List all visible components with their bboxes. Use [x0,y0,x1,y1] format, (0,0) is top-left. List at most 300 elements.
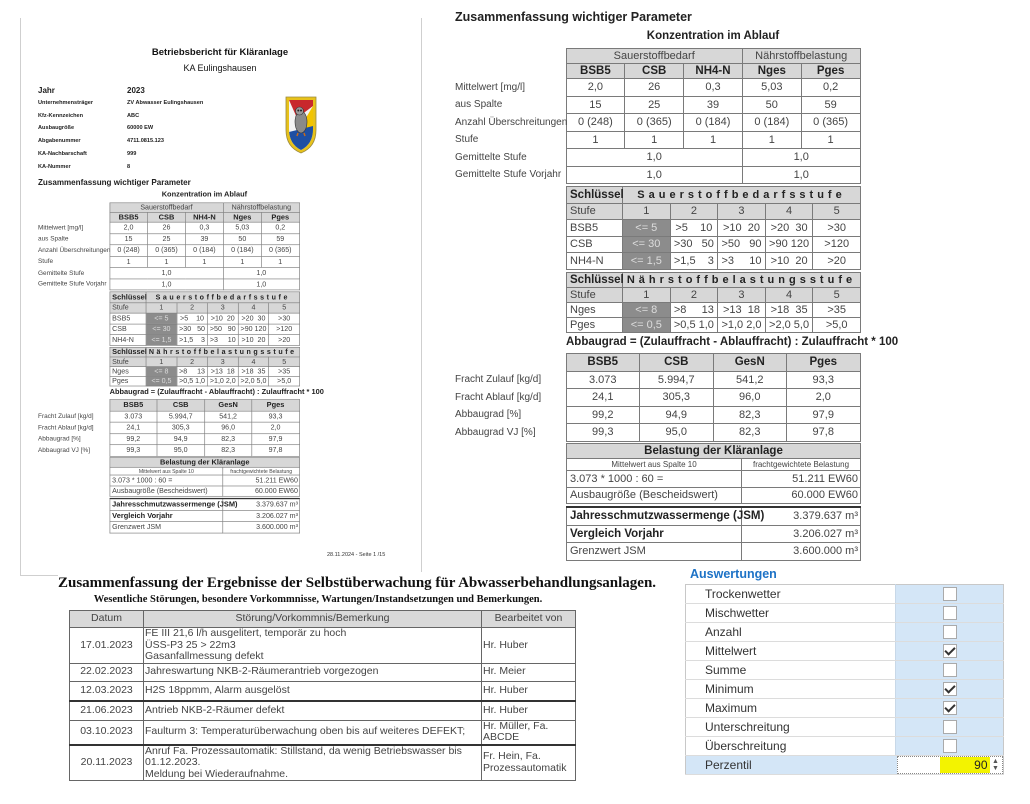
table-cell: 39 [684,96,743,114]
table-cell: 1,0 [566,149,742,167]
table-cell: 97,8 [787,424,861,442]
checkbox-cell [896,604,1004,623]
table-cell: <= 1,5 [146,334,177,345]
report-info-value: 999 [127,151,137,157]
belastung-subheader-row [110,467,300,475]
table-cell: 2,0 [566,79,625,97]
table-cell: 0 (365) [801,114,860,132]
column-header: BSB5 [566,64,625,79]
table-row [38,279,299,290]
column-header: Störung/Vorkommnis/Bemerkung [144,611,482,628]
table-cell: 3.600.000 m³ [223,521,300,532]
spacer [455,354,566,372]
report-info-row [38,138,165,144]
spacer [38,400,110,411]
stufe-number: 3 [207,357,238,367]
incident-row [70,701,576,721]
key-header: Schlüssel [567,273,623,288]
checkbox-cell [896,699,1004,718]
report-info-value: 8 [127,164,131,170]
coat-of-arms-icon [285,96,317,154]
table-cell: 1 [110,256,148,267]
table-cell: 1,0 [223,267,299,278]
table-cell: >5,0 [813,318,861,333]
column-header: GesN [713,354,787,372]
stufe-number: 4 [238,357,269,367]
key1-table [110,292,300,346]
table-cell: >20 30 [765,220,813,237]
auswertung-row [686,680,1004,699]
table-cell: <= 1,5 [623,253,671,270]
report-info-value: ABC [127,113,140,119]
table-cell: 0 (184) [684,114,743,132]
table-cell: 3.073 [566,371,640,389]
row-label: Abbaugrad VJ [%] [455,426,536,438]
table-cell: >3 10 [207,334,238,345]
report-title: Betriebsbericht für Kläranlage [151,47,289,58]
table-cell: 59 [801,96,860,114]
table-row [38,433,299,444]
table-cell: <= 5 [146,313,177,324]
row-label: Mittelwert [mg/l] [455,81,526,93]
table-row [110,475,300,486]
stufe-number: 1 [146,302,177,313]
table-cell: >35 [813,303,861,318]
auswertung-row [686,585,1004,604]
stufe-number: 5 [813,288,861,303]
group-header: Nährstoffbelastung [742,49,860,64]
checkbox-anzahl[interactable] [943,625,957,639]
table-row [455,389,860,407]
table-cell: >120 [813,236,861,253]
abbaugrad-formula: Abbaugrad = (Zulauffracht - Ablauffracht) : Zulauffracht * 100 [566,336,899,348]
checkbox-summe[interactable] [943,663,957,677]
table-row [110,521,300,532]
table-row [38,233,299,244]
report-info-row [38,113,140,119]
belastung-table [566,443,861,504]
table-cell: 26 [148,222,186,233]
column-header-row [455,64,860,79]
table-row [567,318,861,333]
incident-row [70,681,576,701]
perzentil-row [686,756,1004,775]
row-label: Gemittelte Stufe Vorjahr [455,169,562,181]
row-label: Pges [110,376,146,386]
table-cell: 0 (365) [148,245,186,256]
editor-line: Hr. Huber [483,683,528,696]
table-cell: >2,0 5,0 [765,318,813,333]
table-cell: 24,1 [110,422,157,433]
column-header: Bearbeitet von [482,611,576,628]
row-label: Anzahl Überschreitungen [455,116,568,128]
table-cell: 0,2 [261,222,299,233]
column-header: CSB [157,400,204,411]
table-cell: 25 [625,96,684,114]
stufe-number: 5 [269,357,300,367]
table-cell: 25 [148,233,186,244]
column-header: Nges [223,213,261,223]
auswertung-row [686,642,1004,661]
table-cell: >18 35 [238,367,269,377]
konzentration-table [455,48,861,184]
editor-line: Prozessautomatik [483,761,567,774]
stufe-number: 3 [718,203,766,220]
spinner-updown-icon[interactable]: ▲ ▼ [992,758,999,772]
key1-table [566,186,861,270]
table-cell: 99,2 [566,406,640,424]
table-cell: 3.073 [110,411,157,422]
column-header: Pges [801,64,860,79]
table-row [455,166,860,184]
belastung-title: Belastung der Kläranlage [567,444,861,459]
table-cell: <= 5 [623,220,671,237]
table-cell: <= 8 [146,367,177,377]
table-cell: 1,0 [110,279,224,290]
report-info-label: Ausbaugröße [38,125,75,131]
report-info-label: KA-Nachbarschaft [38,151,87,157]
key-header: Schlüssel [110,292,146,303]
column-header-row [38,400,299,411]
checkbox-cell [896,661,1004,680]
table-row [110,367,300,377]
jsm-table [110,498,300,533]
description-line: ÜSS-P3 25 > 22m3 [145,638,236,651]
parameter-summary [455,10,899,570]
row-label: NH4-N [110,334,146,345]
incident-description [144,681,482,701]
row-label: BSB5 [110,313,146,324]
checkbox-maximum[interactable] [943,701,957,715]
table-cell: 97,8 [252,445,299,456]
belastung-title: Belastung der Kläranlage [110,458,300,468]
incident-description [144,745,482,781]
table-row [110,376,300,386]
checkbox-minimum[interactable] [943,682,957,696]
table-cell: >50 90 [207,324,238,335]
table-row [567,236,861,253]
row-label: Fracht Ablauf [kg/d] [38,424,94,432]
row-label: Nges [110,367,146,377]
table-cell: 15 [110,233,148,244]
column-header: Pges [261,213,299,223]
table-cell: 1,0 [223,279,299,290]
stufe-label: Stufe [110,302,146,313]
key-title: Sauerstoffbedarfsstufe [623,187,861,204]
editor-line: Fr. Hein, Fa. [483,750,541,763]
checkbox-cell [896,585,1004,604]
column-header: BSB5 [110,213,148,223]
table-row [110,486,300,497]
auswertung-label: Mittelwert [686,642,896,661]
table-cell: 3.600.000 m³ [742,543,861,561]
row-label: Abbaugrad VJ [%] [38,446,90,454]
konzentration-table [38,203,300,291]
table-row [110,334,300,345]
column-header: CSB [148,213,186,223]
table-cell: 1 [261,256,299,267]
table-cell: 96,0 [713,389,787,407]
report-subtitle: KA Eulingshausen [183,63,257,73]
auswertung-label: Überschreitung [686,737,896,756]
table-cell: 95,0 [640,424,714,442]
perzentil-input[interactable] [897,756,1003,774]
table-cell: 94,9 [157,433,204,444]
table-cell: >5,0 [269,376,300,386]
table-cell: >8 13 [177,367,208,377]
table-row [455,79,860,97]
perzentil-value[interactable]: 90 [974,758,988,772]
report-info-value: 4711.0815.123 [127,138,165,144]
table-cell: >0,5 1,0 [670,318,718,333]
auswertungen-table [685,584,1004,775]
table-cell: 97,9 [787,406,861,424]
row-label: NH4-N [567,253,623,270]
incident-row [70,745,576,781]
report-info-row [38,125,154,131]
table-cell: <= 8 [623,303,671,318]
incidents-table [69,610,576,781]
description-line: FE III 21,6 l/h ausgelitert, temporär zu hoch [145,627,347,639]
column-header: NH4-N [684,64,743,79]
stufe-label: Stufe [567,288,623,303]
table-cell: 51.211 EW60 [223,475,300,486]
description-line: Antrieb NKB-2-Räumer defekt [145,703,285,716]
table-row [110,313,300,324]
incident-description [144,701,482,721]
description-line: Faulturm 3: Temperaturüberwachung oben bis auf weiteres DEFEKT; [145,725,466,738]
editor-line: ABCDE [483,731,520,743]
table-row [455,406,860,424]
report-info-row [38,164,131,170]
table-cell: 1 [801,131,860,149]
table-row [567,507,861,525]
table-cell: 0 (184) [185,245,223,256]
row-label: CSB [567,236,623,253]
incidents-section [58,572,657,780]
table-cell: 541,2 [204,411,251,422]
table-cell: 51.211 EW60 [742,471,861,488]
auswertung-label: Unterschreitung [686,718,896,737]
checkbox-cell [896,718,1004,737]
konzentration-title: Konzentration im Ablauf [646,30,780,42]
table-cell: 2,0 [252,422,299,433]
auswertung-label: Anzahl [686,623,896,642]
table-row [567,525,861,543]
spacer [38,203,110,213]
table-row [38,222,299,233]
stufe-number: 1 [623,203,671,220]
section-heading: Zusammenfassung wichtiger Parameter [455,10,692,24]
table-row [455,131,860,149]
incidents-subtitle: Wesentliche Störungen, besondere Vorkommnisse, Wartungen/Instandsetzungen und Bemerkungen. [93,594,543,605]
row-label: Grenzwert JSM [567,543,742,561]
table-cell: 0 (365) [625,114,684,132]
row-label: Abbaugrad [%] [38,435,81,443]
column-header-row [455,354,860,372]
table-cell: >1,0 2,0 [207,376,238,386]
table-cell: 82,3 [713,424,787,442]
table-cell: >13 18 [207,367,238,377]
column-header: Pges [252,400,299,411]
row-label: CSB [110,324,146,335]
table-cell: >3 10 [718,253,766,270]
row-label: 3.073 * 1000 : 60 = [567,471,742,488]
table-cell: 59 [261,233,299,244]
table-cell: 97,9 [252,433,299,444]
table-cell: 82,3 [204,445,251,456]
belastung-subheader-row [567,459,861,471]
table-cell: 5.994,7 [157,411,204,422]
incident-editor [482,720,576,745]
key-title: Nährstoffbelastungsstufe [623,273,861,288]
group-header: Nährstoffbelastung [223,203,299,213]
row-label: aus Spalte [455,99,503,111]
table-cell: 3.379.637 m³ [742,507,861,525]
table-cell: 305,3 [640,389,714,407]
column-header-row [38,213,299,223]
incident-date: 20.11.2023 [70,745,144,781]
column-header: CSB [625,64,684,79]
auswertung-label: Trockenwetter [686,585,896,604]
table-cell: 93,3 [252,411,299,422]
perzentil-cell [896,756,1004,775]
table-cell: >90 120 [238,324,269,335]
row-label: BSB5 [567,220,623,237]
table-cell: 99,3 [566,424,640,442]
table-cell: 94,9 [640,406,714,424]
table-row [38,422,299,433]
editor-line: Hr. Huber [483,638,528,651]
auswertung-row [686,661,1004,680]
table-row [455,114,860,132]
table-row [567,487,861,504]
table-cell: 96,0 [204,422,251,433]
report-info-row [38,86,145,95]
checkbox-cell [896,623,1004,642]
checkbox-cell [896,642,1004,661]
report-info-label: Abgabenummer [38,138,81,144]
checkbox-trockenwetter[interactable] [943,587,957,601]
belastung-subheader: Mittelwert aus Spalte 10 [567,459,742,471]
table-row [110,324,300,335]
table-cell: 1 [625,131,684,149]
report-info-label: Jahr [38,86,55,95]
stufe-label: Stufe [110,357,146,367]
table-row [567,303,861,318]
table-cell: >50 90 [718,236,766,253]
description-line: Anruf Fa. Prozessautomatik: Stillstand, da wenig Betriebswasser bis 01.12.2023. [145,744,462,768]
table-row [38,245,299,256]
stufe-number: 5 [269,302,300,313]
stufe-number: 2 [177,357,208,367]
stufe-number: 2 [670,203,718,220]
table-cell: <= 30 [146,324,177,335]
table-cell: >20 30 [238,313,269,324]
table-cell: >5 10 [670,220,718,237]
checkbox-überschreitung[interactable] [943,739,957,753]
report-info-row [38,100,204,106]
stufe-number: 1 [623,288,671,303]
table-row [38,411,299,422]
row-label: Mittelwert [mg/l] [38,224,84,232]
belastung-subheader: Mittelwert aus Spalte 10 [110,467,223,475]
belastung-header-row [567,444,861,459]
key-header-row [567,187,861,204]
table-row [38,445,299,456]
table-cell: 0 (184) [223,245,261,256]
checkbox-unterschreitung[interactable] [943,720,957,734]
table-row [38,267,299,278]
checkbox-cell [896,737,1004,756]
report-info-row [38,151,137,157]
table-cell: >10 20 [238,334,269,345]
incident-date: 22.02.2023 [70,663,144,681]
group-header: Sauerstoffbedarf [110,203,224,213]
table-cell: 1 [566,131,625,149]
table-cell: 3.379.637 m³ [223,499,300,511]
key-title: Nährstoffbelastungsstufe [146,347,299,357]
auswertung-row [686,699,1004,718]
table-cell: 1 [148,256,186,267]
table-cell: >35 [269,367,300,377]
table-cell: 39 [185,233,223,244]
auswertung-row [686,604,1004,623]
row-label: Nges [567,303,623,318]
table-cell: >10 20 [207,313,238,324]
stufe-row [567,288,861,303]
table-cell: 60.000 EW60 [742,487,861,504]
incident-date: 12.03.2023 [70,681,144,701]
table-cell: 0,3 [684,79,743,97]
checkbox-mischwetter[interactable] [943,606,957,620]
incidents-header-row [70,611,576,628]
stufe-number: 4 [765,203,813,220]
belastung-subheader: frachtgewichtete Belastung [223,467,300,475]
auswertung-row [686,718,1004,737]
stufe-number: 3 [207,302,238,313]
table-row [567,220,861,237]
table-cell: 1,0 [110,267,224,278]
stufe-number: 2 [177,302,208,313]
table-cell: 5.994,7 [640,371,714,389]
table-cell: 50 [742,96,801,114]
table-cell: >5 10 [177,313,208,324]
stufe-row [110,302,300,313]
table-cell: >20 [813,253,861,270]
spacer [38,213,110,223]
table-cell: 2,0 [787,389,861,407]
table-cell: 0 (248) [110,245,148,256]
konzentration-title: Konzentration im Ablauf [161,190,248,199]
table-row [567,253,861,270]
table-cell: 1 [684,131,743,149]
row-label: aus Spalte [38,235,69,243]
table-cell: >1,5 3 [177,334,208,345]
editor-line: Hr. Meier [483,665,526,678]
column-header: BSB5 [110,400,157,411]
abbaugrad-formula: Abbaugrad = (Zulauffracht - Ablauffracht) : Zulauffracht * 100 [109,388,324,397]
stufe-number: 1 [146,357,177,367]
table-cell: >8 13 [670,303,718,318]
description-line: H2S 18ppmm, Alarm ausgelöst [145,683,290,696]
table-row [455,371,860,389]
table-cell: >0,5 1,0 [177,376,208,386]
checkbox-cell [896,680,1004,699]
incident-row [70,720,576,745]
checkbox-mittelwert[interactable] [943,644,957,658]
table-cell: 82,3 [204,433,251,444]
